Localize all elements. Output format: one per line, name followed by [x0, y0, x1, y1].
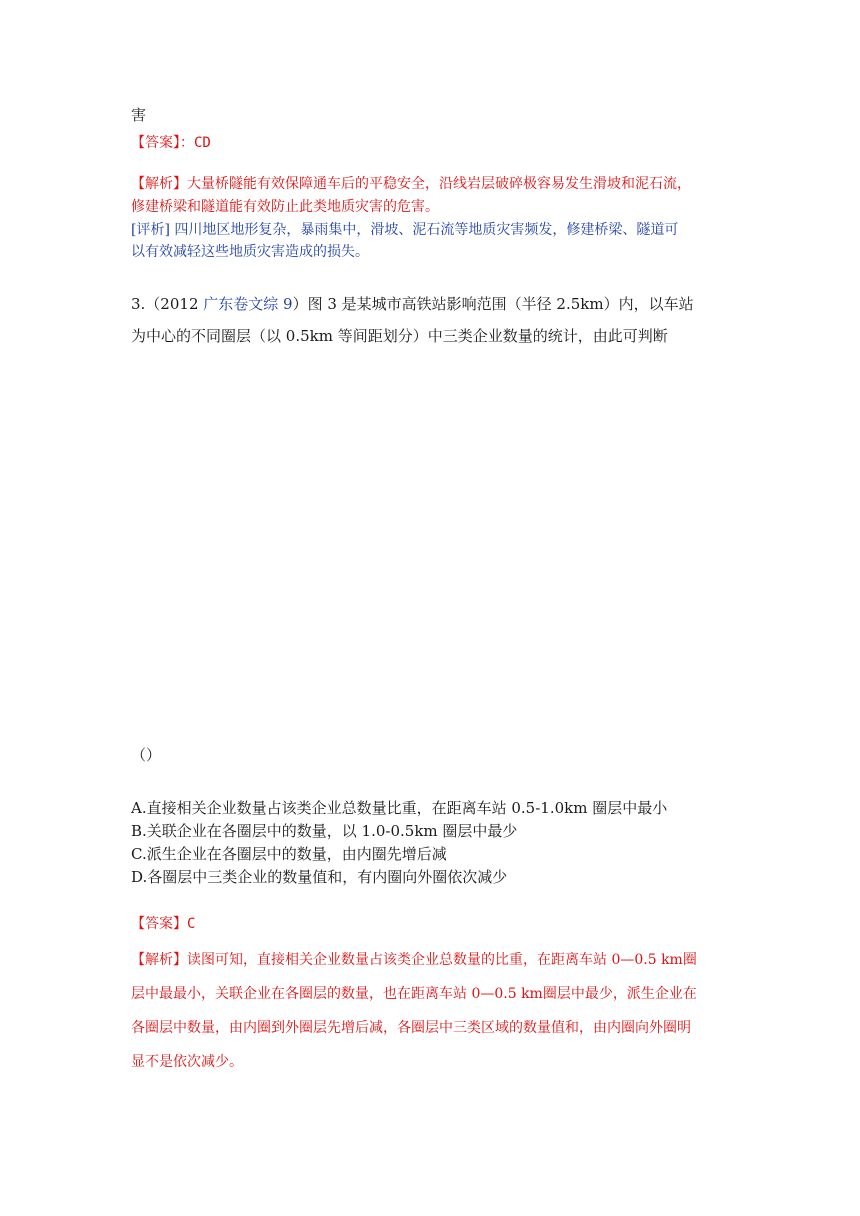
q2-analysis-line2: 修建桥梁和隧道能有效防止此类地质灾害的危害。: [131, 199, 439, 215]
q2-answer-label: 【答案】: [131, 135, 180, 151]
q3-analysis-line1: 【解析】读图可知，直接相关企业数量占该类企业总数量的比重，在距离车站 0—0.5 km圈: [131, 952, 697, 968]
q3-answer: [131, 913, 195, 933]
q2-answer-value: ：CD: [180, 135, 211, 151]
q3-analysis-line3: 各圈层中数量，由内圈到外圈层先增后减，各圈层中三类区域的数量值和，由内圈向外圈明: [131, 1020, 691, 1036]
q2-comment-line1: [评析] 四川地区地形复杂，暴雨集中，滑坡、泥石流等地质灾害频发，修建桥梁、隧道可: [131, 222, 679, 238]
q3-analysis-line4: 显不是依次减少。: [131, 1054, 243, 1070]
q2-analysis-line1: 【解析】大量桥隧能有效保障通车后的平稳安全，沿线岩层破碎极容易发生滑坡和泥石流，: [131, 176, 691, 192]
q3-blank: （）: [131, 746, 162, 764]
option-d[interactable]: D.各圈层中三类企业的数量值和，有内圈向外圈依次减少: [131, 868, 508, 886]
figure-placeholder: [131, 360, 731, 730]
q2-answer: [131, 132, 211, 152]
q2-text-end: 害: [131, 106, 147, 124]
q3-stem-line1: [131, 293, 694, 314]
q3-answer-value: C: [187, 916, 196, 932]
q3-prefix: 3.（2012: [131, 295, 204, 313]
q3-stem-line2: 为中心的不同圈层（以 0.5km 等间距划分）中三类企业数量的统计，由此可判断: [131, 327, 668, 345]
q3-source-link[interactable]: 广东卷文综 9: [203, 295, 293, 313]
option-b[interactable]: B.关联企业在各圈层中的数量，以 1.0-0.5km 圈层中最少: [131, 822, 518, 840]
q2-comment-line2: 以有效减轻这些地质灾害造成的损失。: [131, 244, 369, 260]
q3-analysis-line2: 层中最最小，关联企业在各圈层的数量，也在距离车站 0—0.5 km圈层中最少，派生企业在: [131, 986, 697, 1002]
option-c[interactable]: C.派生企业在各圈层中的数量，由内圈先增后减: [131, 845, 447, 863]
option-a[interactable]: A.直接相关企业数量占该类企业总数量比重，在距离车站 0.5-1.0km 圈层中最小: [131, 799, 668, 817]
q3-stem-rest: ）图 3 是某城市高铁站影响范围（半径 2.5km）内，以车站: [292, 295, 694, 313]
q3-answer-label: 【答案】: [131, 916, 187, 932]
